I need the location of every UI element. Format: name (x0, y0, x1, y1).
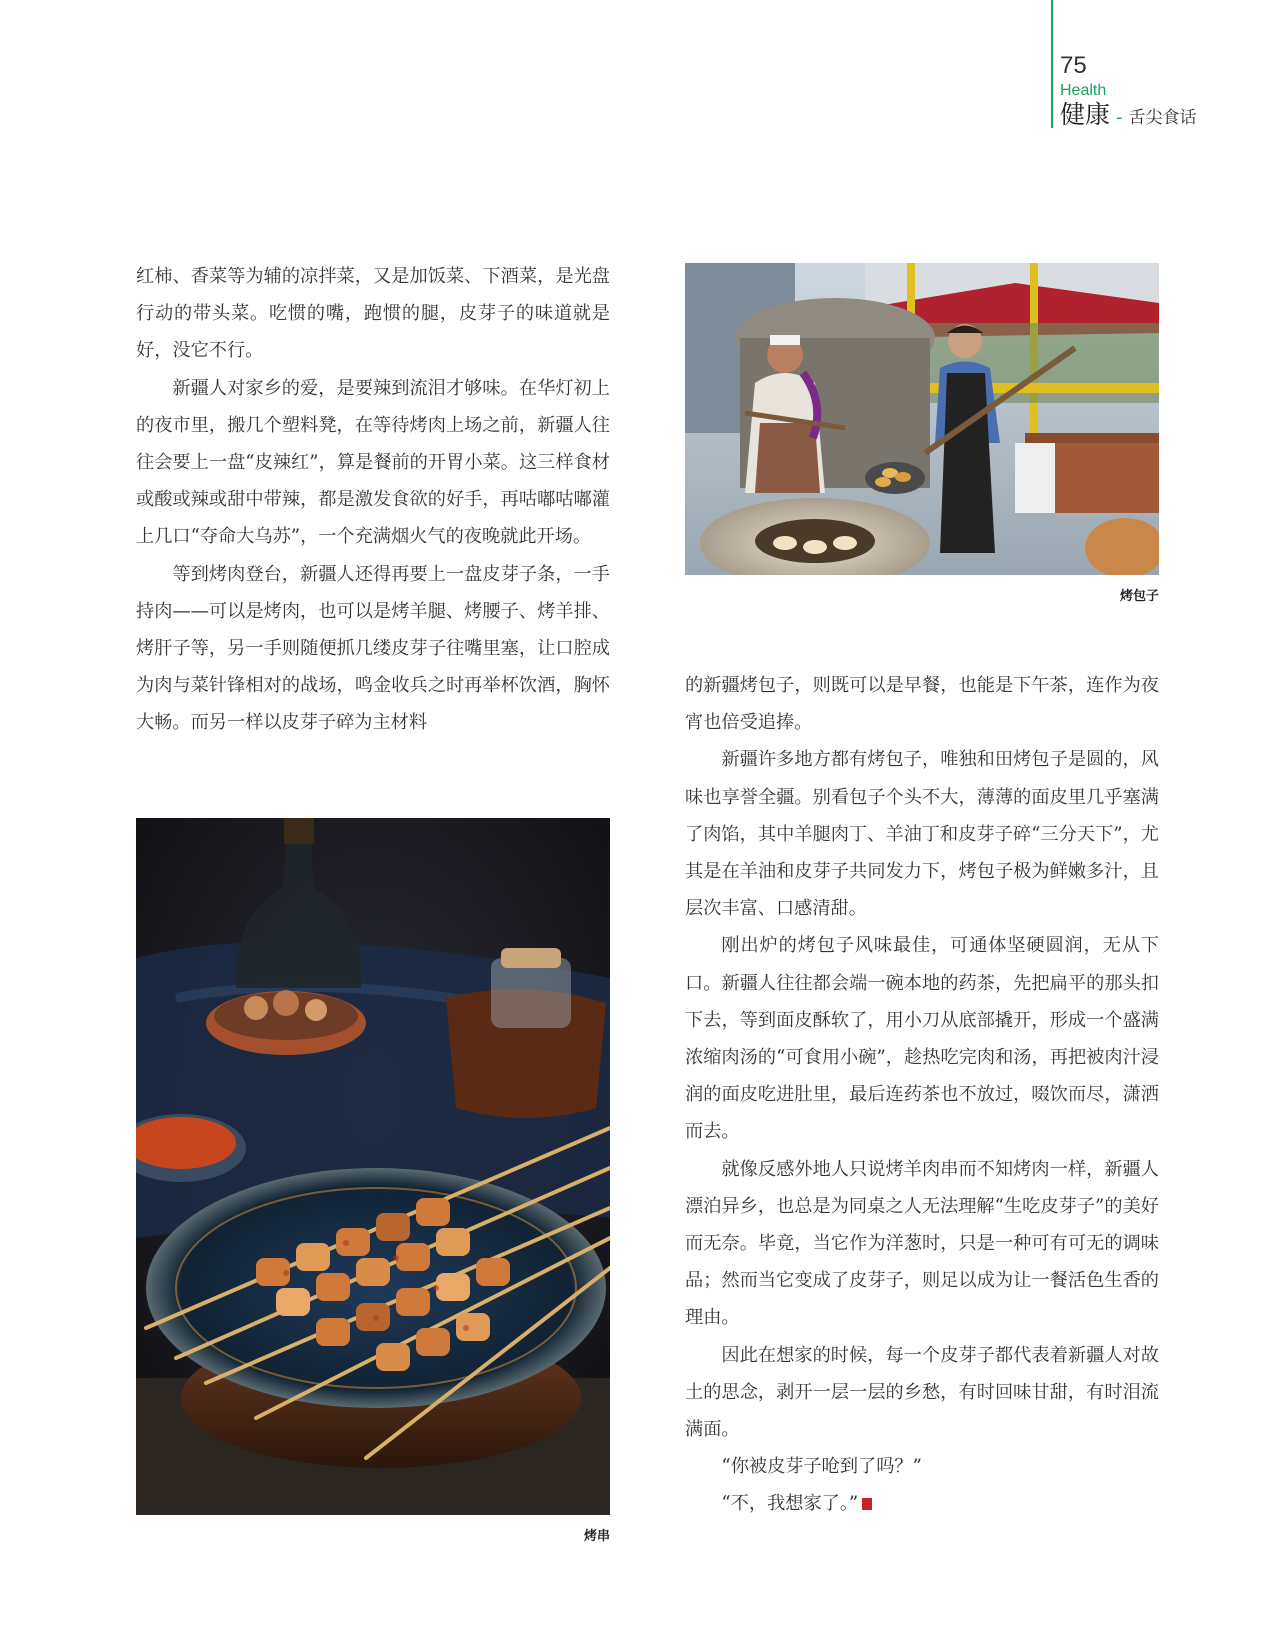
page-number: 75 (1060, 52, 1087, 79)
baozi-caption: 烤包子 (1119, 589, 1159, 604)
section-title (1060, 102, 1197, 127)
paragraph: 新疆许多地方都有烤包子，唯独和田烤包子是圆的，风味也享誉全疆。别看包子个头不大，薄薄的面皮里几乎塞满了肉馅，其中羊腿肉丁、羊油丁和皮芽子碎“三分天下”，尤其是在羊油和皮芽子共同发力下，烤包子极为鲜嫩多汁，且层次丰富、口感清甜。 (685, 749, 1159, 920)
section-label-cn: 健康 (1060, 100, 1111, 129)
paragraph: 新疆人对家乡的爱，是要辣到流泪才够味。在华灯初上的夜市里，搬几个塑料凳，在等待烤肉上场之前，新疆人往往会要上一盘“皮辣红”，算是餐前的开胃小菜。这三样食材或酸或辣或甜中带辣，都是激发食欲的好手，再咕嘟咕嘟灌上几口“夺命大乌苏”，一个充满烟火气的夜晚就此开场。 (136, 377, 610, 548)
kebab-photo (136, 818, 610, 1515)
paragraph: 红柿、香菜等为辅的凉拌菜，又是加饭菜、下酒菜，是光盘行动的带头菜。吃惯的嘴，跑惯的腿，皮芽子的味道就是好，没它不行。 (136, 266, 610, 362)
closing-quote: “不，我想家了。” (721, 1493, 859, 1515)
end-mark-icon: S (862, 1498, 872, 1510)
baozi-photo (685, 263, 1159, 575)
section-label-en: Health (1060, 82, 1107, 99)
section-separator: - (1116, 107, 1123, 128)
paragraph: 等到烤肉登台，新疆人还得再要上一盘皮芽子条，一手持肉——可以是烤肉，也可以是烤羊腿、烤腰子、烤羊排、烤肝子等，另一手则随便抓几缕皮芽子往嘴里塞，让口腔成为肉与菜针锋相对的战场，鸣金收兵之时再举杯饮酒，胸怀大畅。而另一样以皮芽子碎为主材料 (136, 563, 610, 734)
paragraph: 因此在想家的时候，每一个皮芽子都代表着新疆人对故土的思念，剥开一层一层的乡愁，有时回味甘甜，有时泪流满面。 (685, 1344, 1159, 1441)
paragraph: “你被皮芽子呛到了吗？” (721, 1456, 922, 1478)
right-column (685, 667, 1159, 1523)
kebab-caption: 烤串 (583, 1529, 610, 1544)
paragraph: 刚出炉的烤包子风味最佳，可通体坚硬圆润，无从下口。新疆人往往都会端一碗本地的药茶，先把扁平的那头扣下去，等到面皮酥软了，用小刀从底部撬开，形成一个盛满浓缩肉汤的“可食用小碗”，趁热吃完肉和汤，再把被肉汁浸润的面皮吃进肚里，最后连药茶也不放过，啜饮而尽，潇洒而去。 (685, 935, 1159, 1143)
paragraph: 的新疆烤包子，则既可以是早餐，也能是下午茶，连作为夜宵也倍受追捧。 (685, 675, 1159, 734)
kebab-photo-illustration (136, 818, 610, 1515)
subsection-label: 舌尖食话 (1128, 108, 1197, 128)
paragraph: 就像反感外地人只说烤羊肉串而不知烤肉一样，新疆人漂泊异乡，也总是为同桌之人无法理解“生吃皮芽子”的美好而无奈。毕竟，当它作为洋葱时，只是一种可有可无的调味品；然而当它变成了皮芽子，则足以成为让一餐活色生香的理由。 (685, 1158, 1159, 1329)
left-column (136, 258, 610, 742)
baozi-photo-illustration (685, 263, 1159, 575)
paragraph (685, 1485, 1159, 1522)
header-rule (1051, 0, 1053, 128)
